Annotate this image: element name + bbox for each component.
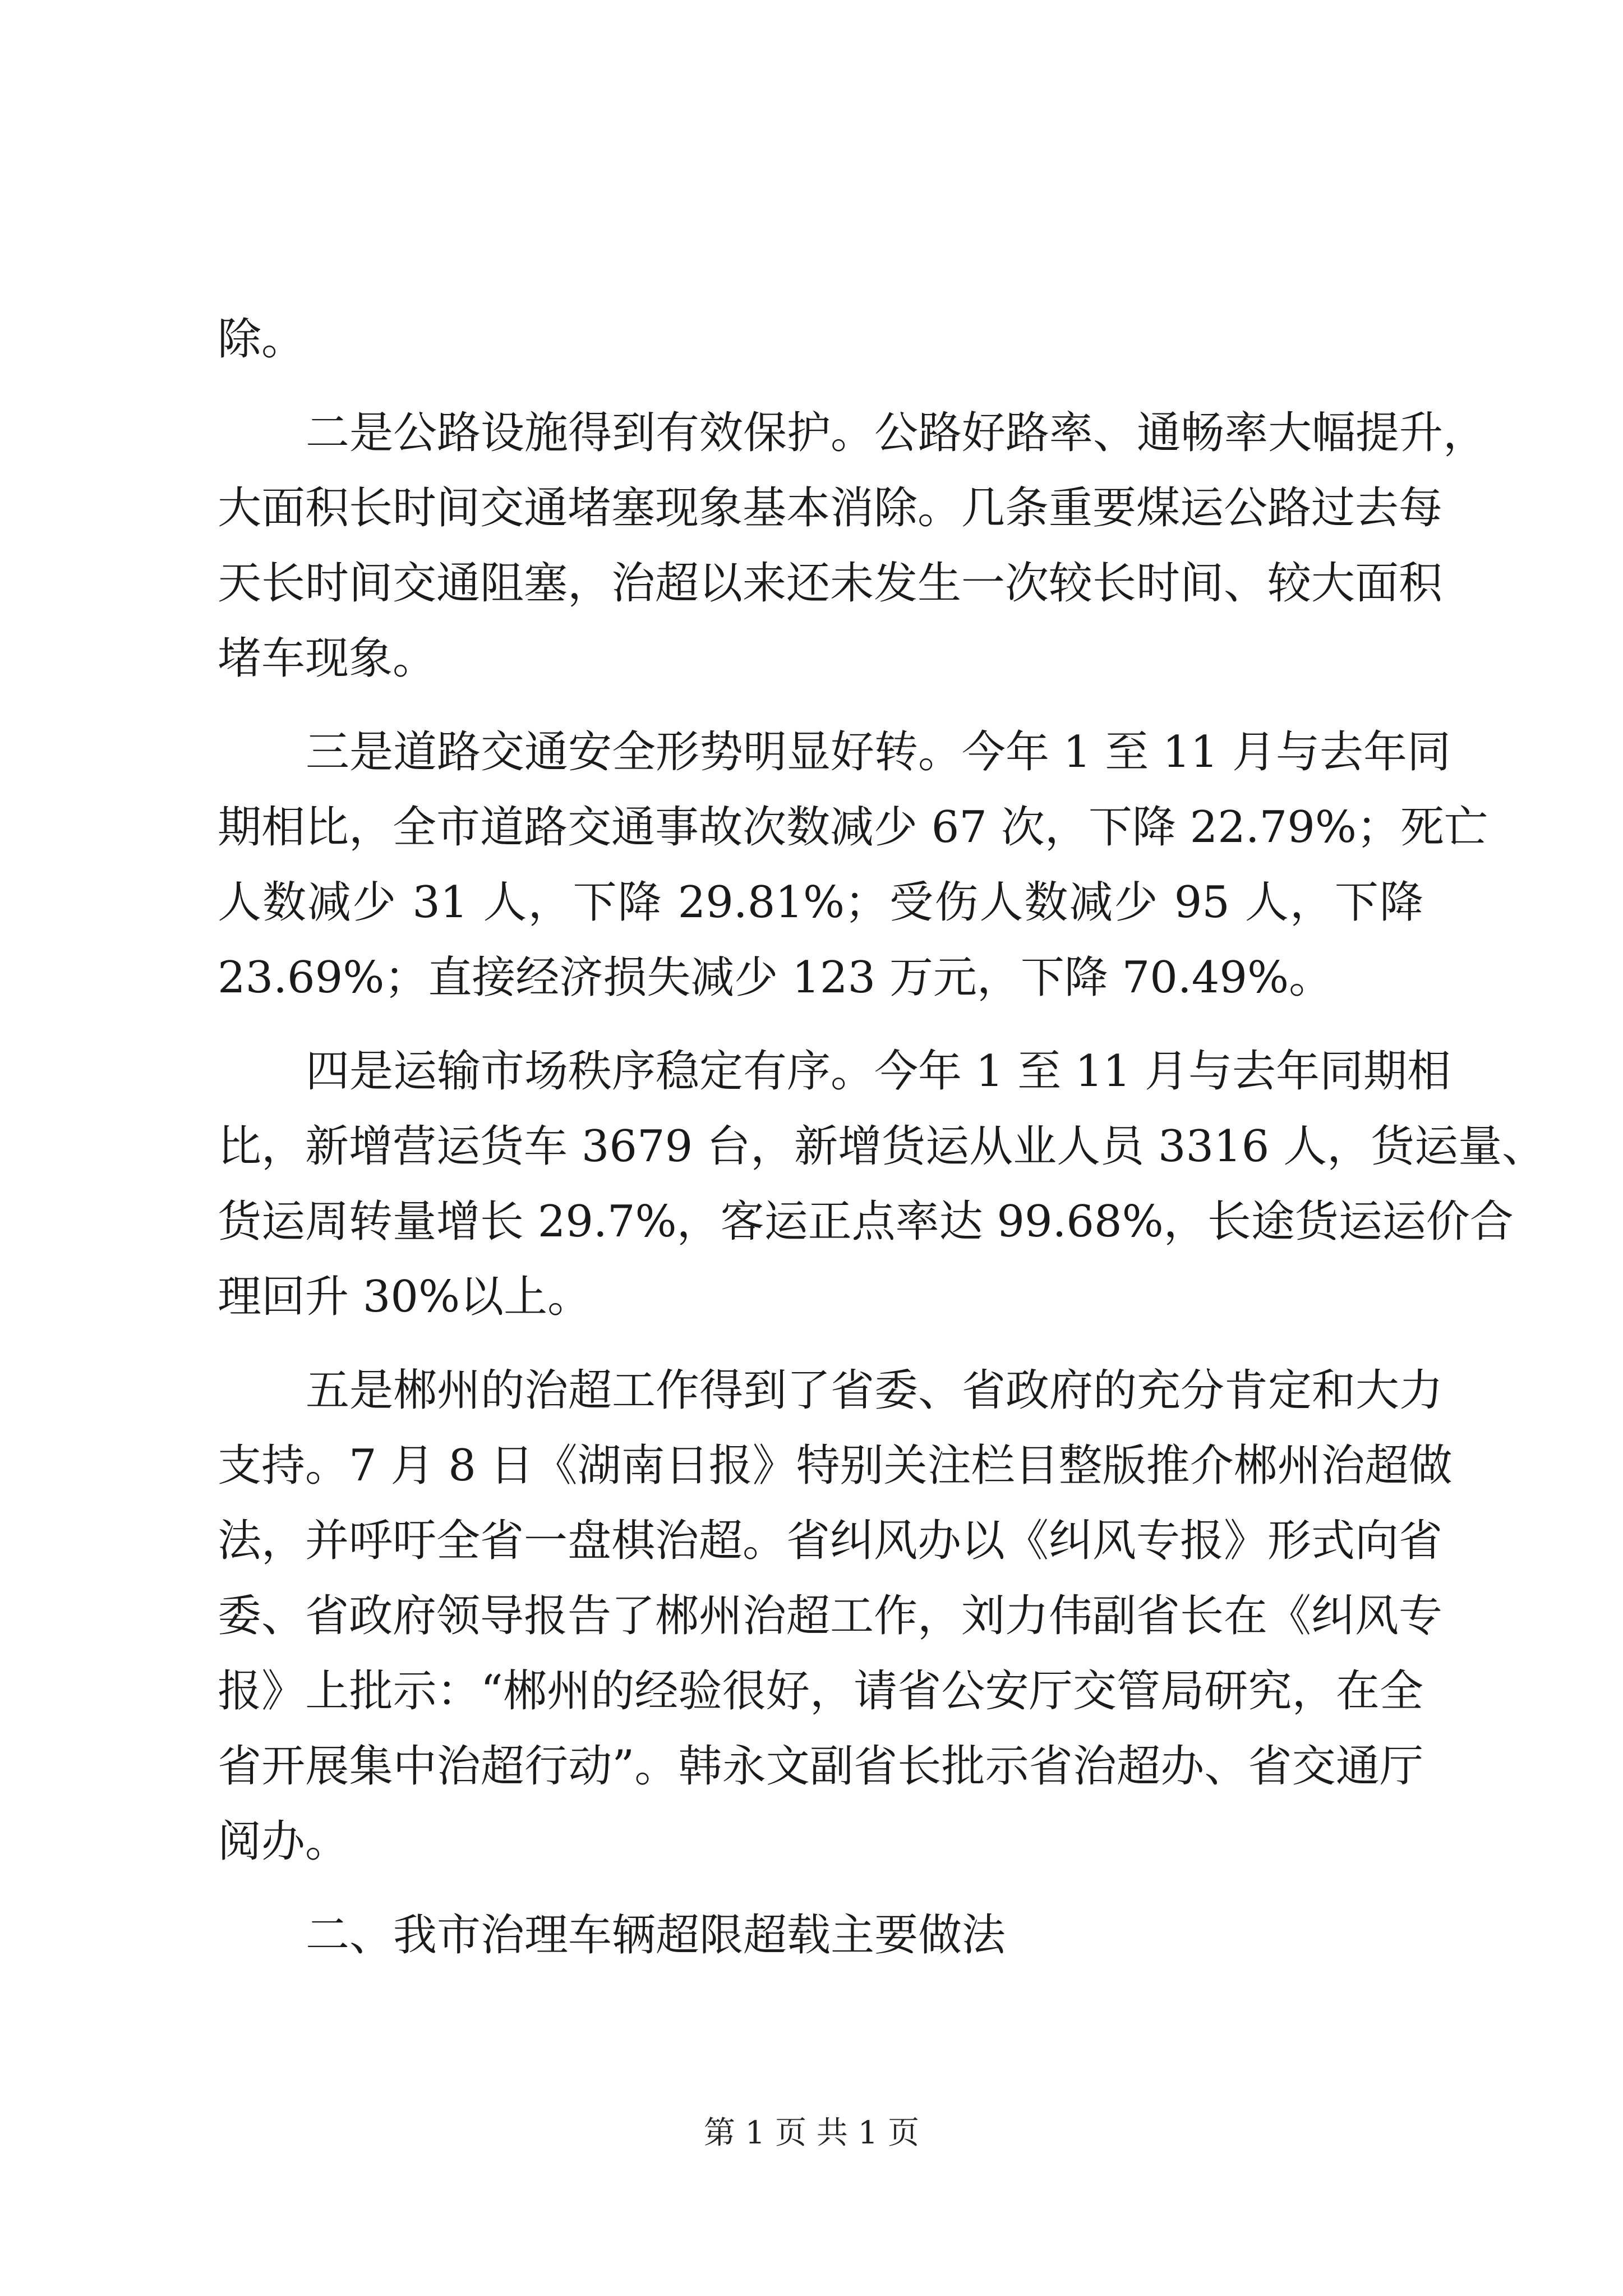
section-heading: 二、我市治理车辆超限超载主要做法 bbox=[306, 1910, 1006, 1961]
text-line: 除。 bbox=[218, 314, 306, 365]
text-line: 二是公路设施得到有效保护。公路好路率、通畅率大幅提升， bbox=[306, 408, 1487, 458]
text-line: 期相比，全市道路交通事故次数减少 67 次，下降 22.79%；死亡 bbox=[218, 802, 1488, 853]
text-line: 阅办。 bbox=[218, 1816, 349, 1867]
text-line: 四是运输市场秩序稳定有序。今年 1 至 11 月与去年同期相 bbox=[306, 1046, 1451, 1097]
text-line: 省开展集中治超行动”。韩永文副省长批示省治超办、省交通厅 bbox=[218, 1741, 1423, 1792]
text-line: 大面积长时间交通堵塞现象基本消除。几条重要煤运公路过去每 bbox=[218, 483, 1443, 533]
text-line: 23.69%；直接经济损失减少 123 万元，下降 70.49%。 bbox=[218, 953, 1333, 1003]
text-line: 法，并呼吁全省一盘棋治超。省纠风办以《纠风专报》形式向省 bbox=[218, 1516, 1443, 1566]
text-line: 委、省政府领导报告了郴州治超工作，刘力伟副省长在《纠风专 bbox=[218, 1591, 1443, 1641]
text-line: 天长时间交通阻塞，治超以来还未发生一次较长时间、较大面积 bbox=[218, 558, 1443, 609]
text-line: 人数减少 31 人，下降 29.81%；受伤人数减少 95 人，下降 bbox=[218, 877, 1423, 928]
text-line: 堵车现象。 bbox=[218, 633, 437, 684]
text-line: 三是道路交通安全形势明显好转。今年 1 至 11 月与去年同 bbox=[306, 727, 1451, 777]
page-footer: 第 1 页 共 1 页 bbox=[703, 2115, 920, 2151]
text-line: 支持。7 月 8 日《湖南日报》特别关注栏目整版推介郴州治超做 bbox=[218, 1441, 1453, 1491]
text-line: 报》上批示：“郴州的经验很好，请省公安厅交管局研究，在全 bbox=[218, 1666, 1423, 1717]
text-line: 理回升 30%以上。 bbox=[218, 1272, 592, 1322]
text-line: 比，新增营运货车 3679 台，新增货运从业人员 3316 人，货运量、 bbox=[218, 1121, 1546, 1172]
text-line: 货运周转量增长 29.7%，客运正点率达 99.68%，长途货运运价合 bbox=[218, 1197, 1514, 1247]
text-line: 五是郴州的治超工作得到了省委、省政府的充分肯定和大力 bbox=[306, 1365, 1444, 1416]
